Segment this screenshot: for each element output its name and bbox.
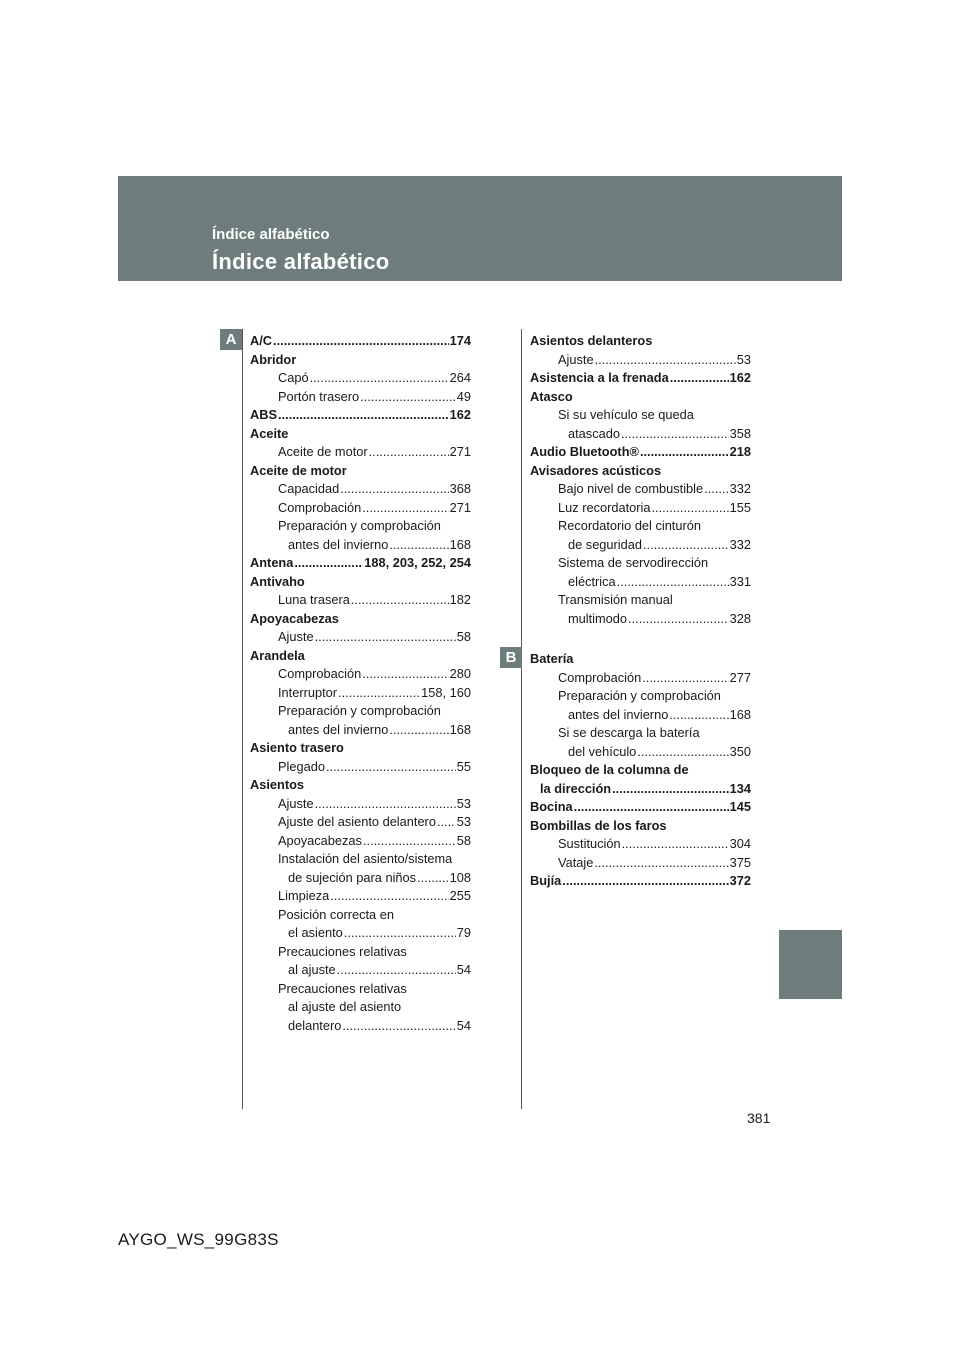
index-letter-a: A bbox=[220, 329, 242, 350]
dot-leader bbox=[669, 706, 728, 725]
index-entry bbox=[250, 591, 471, 610]
index-term: la dirección bbox=[540, 780, 612, 796]
index-term: Luna trasera bbox=[278, 592, 350, 607]
dot-leader bbox=[369, 443, 449, 462]
dot-leader bbox=[622, 835, 729, 854]
index-entry bbox=[250, 795, 471, 814]
index-page-ref: 162 bbox=[729, 370, 751, 385]
index-entry bbox=[250, 369, 471, 388]
index-term: antes del invierno bbox=[288, 536, 389, 552]
index-term: Preparación y comprobación bbox=[278, 518, 441, 533]
index-term: Arandela bbox=[250, 647, 305, 663]
index-term: Comprobación bbox=[278, 499, 362, 515]
index-term: Sustitución bbox=[558, 836, 621, 851]
side-thumb-tab bbox=[779, 930, 842, 999]
index-term: Ajuste del asiento delantero bbox=[278, 814, 436, 829]
dot-leader bbox=[642, 669, 728, 688]
dot-leader bbox=[612, 780, 729, 799]
index-page-ref: 350 bbox=[729, 743, 751, 759]
index-entry bbox=[530, 706, 751, 725]
dot-leader bbox=[310, 369, 449, 388]
index-page-ref: 158, 160 bbox=[421, 684, 471, 700]
index-entry bbox=[250, 462, 471, 481]
index-term: antes del invierno bbox=[288, 721, 389, 737]
index-term: Transmisión manual bbox=[558, 592, 673, 607]
index-entry bbox=[530, 610, 751, 629]
index-entry bbox=[530, 817, 751, 836]
index-entry bbox=[530, 669, 751, 688]
index-entry bbox=[530, 517, 751, 536]
index-entry bbox=[530, 480, 751, 499]
index-term: Asiento trasero bbox=[250, 740, 344, 755]
index-term: Si se descarga la batería bbox=[558, 725, 700, 740]
column-divider-right bbox=[521, 329, 522, 1109]
page-number: 381 bbox=[747, 1110, 771, 1126]
index-entry bbox=[250, 776, 471, 795]
index-entry bbox=[250, 388, 471, 407]
index-page-ref: 358 bbox=[729, 425, 751, 441]
index-entry bbox=[530, 425, 751, 444]
index-entry bbox=[250, 721, 471, 740]
index-term: Portón trasero bbox=[278, 388, 360, 404]
index-column-2-a bbox=[530, 332, 751, 628]
dot-leader bbox=[340, 480, 448, 499]
index-entry bbox=[250, 998, 471, 1017]
dot-leader bbox=[389, 536, 448, 555]
index-term: Posición correcta en bbox=[278, 906, 394, 922]
index-page-ref: 271 bbox=[449, 499, 471, 515]
index-term: Batería bbox=[530, 651, 574, 666]
index-term: Ajuste bbox=[278, 629, 314, 644]
index-term: Asientos delanteros bbox=[530, 333, 653, 348]
index-page-ref: 168 bbox=[729, 706, 751, 722]
index-page-ref: 168 bbox=[449, 721, 471, 737]
index-entry bbox=[530, 780, 751, 799]
index-entry bbox=[250, 406, 471, 425]
index-term: Sistema de servodirección bbox=[558, 555, 709, 570]
dot-leader bbox=[330, 887, 448, 906]
index-page-ref: 332 bbox=[729, 481, 751, 496]
dot-leader bbox=[621, 425, 729, 444]
dot-leader bbox=[362, 665, 448, 684]
index-term: Recordatorio del cinturón bbox=[558, 518, 701, 533]
index-entry bbox=[250, 832, 471, 851]
index-term: Precauciones relativas bbox=[278, 943, 407, 959]
index-term: del vehículo bbox=[568, 743, 637, 759]
index-entry bbox=[250, 887, 471, 906]
index-entry bbox=[250, 850, 471, 869]
index-entry bbox=[530, 536, 751, 555]
index-entry bbox=[250, 943, 471, 962]
index-entry bbox=[250, 906, 471, 925]
index-entry bbox=[530, 761, 751, 780]
index-page-ref: 55 bbox=[456, 758, 471, 774]
index-entry bbox=[250, 924, 471, 943]
dot-leader bbox=[562, 872, 728, 891]
dot-leader bbox=[704, 480, 729, 499]
index-page-ref: 58 bbox=[456, 832, 471, 848]
dot-leader bbox=[594, 854, 728, 873]
index-entry bbox=[530, 854, 751, 873]
index-entry bbox=[250, 739, 471, 758]
dot-leader bbox=[595, 351, 736, 370]
index-term: Luz recordatoria bbox=[558, 499, 651, 515]
index-entry bbox=[530, 872, 751, 891]
index-page-ref: 188, 203, 252, 254 bbox=[364, 555, 471, 570]
index-term: Bocina bbox=[530, 799, 573, 814]
index-term: Preparación y comprobación bbox=[558, 688, 721, 703]
index-term: Antena bbox=[250, 555, 294, 570]
index-term: Capó bbox=[278, 370, 309, 385]
dot-leader bbox=[326, 758, 456, 777]
section-header bbox=[118, 176, 842, 281]
dot-leader bbox=[670, 369, 729, 388]
index-entry bbox=[250, 1017, 471, 1036]
index-entry bbox=[530, 406, 751, 425]
index-entry bbox=[250, 702, 471, 721]
index-term: Audio Bluetooth® bbox=[530, 444, 639, 459]
index-entry bbox=[530, 351, 751, 370]
index-page-ref: 277 bbox=[729, 669, 751, 685]
index-term: Limpieza bbox=[278, 888, 330, 903]
index-page-ref: 271 bbox=[449, 444, 471, 459]
index-entry bbox=[250, 536, 471, 555]
index-entry bbox=[530, 554, 751, 573]
index-term: Abridor bbox=[250, 351, 297, 367]
index-term: multimodo bbox=[568, 610, 628, 626]
index-page-ref: 174 bbox=[449, 333, 471, 348]
index-term: Precauciones relativas bbox=[278, 980, 407, 996]
index-term: Plegado bbox=[278, 758, 325, 774]
index-entry bbox=[530, 650, 751, 669]
index-entry bbox=[250, 665, 471, 684]
index-page-ref: 331 bbox=[729, 573, 751, 589]
index-term: Asientos bbox=[250, 777, 305, 792]
index-entry bbox=[250, 980, 471, 999]
index-term: Ajuste bbox=[278, 795, 314, 811]
index-term: Bloqueo de la columna de bbox=[530, 762, 689, 777]
dot-leader bbox=[363, 832, 456, 851]
index-entry bbox=[250, 425, 471, 444]
dot-leader bbox=[278, 406, 449, 425]
dot-leader bbox=[628, 610, 729, 629]
index-term: Comprobación bbox=[558, 669, 642, 685]
index-entry bbox=[250, 480, 471, 499]
index-term: antes del invierno bbox=[568, 706, 669, 722]
index-entry bbox=[530, 687, 751, 706]
index-entry bbox=[530, 835, 751, 854]
index-page-ref: 168 bbox=[449, 536, 471, 552]
index-term: al ajuste bbox=[288, 962, 336, 977]
index-page-ref: 53 bbox=[736, 351, 751, 367]
index-term: Apoyacabezas bbox=[250, 610, 339, 626]
index-term: atascado bbox=[568, 425, 620, 441]
index-term: Interruptor bbox=[278, 684, 338, 700]
index-letter-b: B bbox=[500, 647, 522, 668]
index-term: Asistencia a la frenada bbox=[530, 370, 669, 385]
index-column-2-b bbox=[530, 650, 751, 891]
dot-leader bbox=[351, 591, 449, 610]
index-term: ABS bbox=[250, 407, 278, 422]
document-code: AYGO_WS_99G83S bbox=[118, 1230, 279, 1249]
dot-leader bbox=[651, 499, 728, 518]
index-term: Avisadores acústicos bbox=[530, 462, 662, 478]
dot-leader bbox=[338, 684, 420, 703]
dot-leader bbox=[637, 743, 728, 762]
index-entry bbox=[530, 724, 751, 743]
index-page-ref: 182 bbox=[449, 592, 471, 607]
dot-leader bbox=[360, 388, 456, 407]
index-term: el asiento bbox=[288, 925, 343, 940]
index-entry bbox=[250, 758, 471, 777]
dot-leader bbox=[389, 721, 448, 740]
dot-leader bbox=[344, 924, 456, 943]
index-page-ref: 145 bbox=[729, 799, 751, 814]
index-term: Vataje bbox=[558, 854, 594, 870]
index-entry bbox=[250, 554, 471, 573]
index-page-ref: 108 bbox=[449, 869, 471, 885]
dot-leader bbox=[362, 499, 448, 518]
index-page-ref: 53 bbox=[456, 795, 471, 811]
index-page-ref: 328 bbox=[729, 610, 751, 626]
index-page-ref: 54 bbox=[456, 962, 471, 977]
index-page-ref: 155 bbox=[729, 499, 751, 515]
index-entry bbox=[250, 628, 471, 647]
dot-leader bbox=[617, 573, 729, 592]
index-entry bbox=[530, 573, 751, 592]
index-entry bbox=[250, 610, 471, 629]
index-term: Ajuste bbox=[558, 351, 594, 367]
index-term: delantero bbox=[288, 1017, 342, 1033]
index-entry bbox=[250, 813, 471, 832]
section-subtitle: Índice alfabético bbox=[212, 226, 330, 243]
index-term: Aceite de motor bbox=[250, 462, 347, 478]
index-entry bbox=[250, 961, 471, 980]
index-entry bbox=[250, 869, 471, 888]
index-column-1 bbox=[250, 332, 471, 1035]
index-entry bbox=[250, 499, 471, 518]
index-term: Antivaho bbox=[250, 573, 305, 589]
index-page-ref: 79 bbox=[456, 925, 471, 940]
index-term: A/C bbox=[250, 333, 273, 348]
index-page-ref: 332 bbox=[729, 536, 751, 552]
index-page-ref: 304 bbox=[729, 836, 751, 851]
index-page-ref: 49 bbox=[456, 388, 471, 404]
index-page-ref: 280 bbox=[449, 666, 471, 681]
dot-leader bbox=[342, 1017, 455, 1036]
index-page-ref: 372 bbox=[729, 873, 751, 888]
index-page-ref: 58 bbox=[456, 629, 471, 644]
index-term: Bujía bbox=[530, 873, 562, 888]
index-entry bbox=[250, 647, 471, 666]
index-term: Preparación y comprobación bbox=[278, 703, 441, 718]
dot-leader bbox=[337, 961, 456, 980]
index-term: Aceite bbox=[250, 425, 289, 441]
index-entry bbox=[250, 573, 471, 592]
index-term: eléctrica bbox=[568, 573, 616, 589]
index-entry bbox=[250, 517, 471, 536]
index-term: al ajuste del asiento bbox=[288, 999, 402, 1014]
index-entry bbox=[530, 798, 751, 817]
index-term: Si su vehículo se queda bbox=[558, 407, 694, 422]
index-entry bbox=[250, 332, 471, 351]
index-page-ref: 134 bbox=[729, 780, 751, 796]
dot-leader bbox=[273, 332, 449, 351]
index-entry bbox=[530, 743, 751, 762]
index-page-ref: 53 bbox=[456, 814, 471, 829]
dot-leader bbox=[574, 798, 729, 817]
index-entry bbox=[530, 332, 751, 351]
index-page-ref: 255 bbox=[449, 888, 471, 903]
dot-leader bbox=[643, 536, 729, 555]
dot-leader bbox=[417, 869, 449, 888]
index-page-ref: 368 bbox=[449, 481, 471, 496]
column-divider-left bbox=[242, 329, 243, 1109]
index-entry bbox=[530, 369, 751, 388]
index-page-ref: 218 bbox=[729, 444, 751, 459]
index-term: Aceite de motor bbox=[278, 444, 368, 459]
dot-leader bbox=[315, 795, 456, 814]
dot-leader bbox=[437, 813, 456, 832]
index-entry bbox=[530, 443, 751, 462]
dot-leader bbox=[315, 628, 456, 647]
index-term: de sujeción para niños bbox=[288, 869, 417, 885]
index-page-ref: 162 bbox=[449, 407, 471, 422]
index-entry bbox=[530, 591, 751, 610]
dot-leader bbox=[294, 554, 363, 573]
index-entry bbox=[530, 462, 751, 481]
index-term: Capacidad bbox=[278, 481, 340, 496]
index-page-ref: 54 bbox=[456, 1017, 471, 1033]
index-term: Atasco bbox=[530, 388, 573, 404]
index-page-ref: 264 bbox=[449, 370, 471, 385]
index-term: Apoyacabezas bbox=[278, 832, 362, 848]
index-term: Bajo nivel de combustible bbox=[558, 481, 704, 496]
index-term: Instalación del asiento/sistema bbox=[278, 851, 453, 866]
dot-leader bbox=[640, 443, 729, 462]
index-entry bbox=[530, 388, 751, 407]
section-title: Índice alfabético bbox=[212, 249, 390, 274]
index-term: Comprobación bbox=[278, 666, 362, 681]
index-entry bbox=[250, 351, 471, 370]
index-term: Bombillas de los faros bbox=[530, 817, 667, 833]
index-term: de seguridad bbox=[568, 536, 642, 552]
index-entry bbox=[250, 443, 471, 462]
index-entry bbox=[530, 499, 751, 518]
index-entry bbox=[250, 684, 471, 703]
index-page-ref: 375 bbox=[729, 854, 751, 870]
